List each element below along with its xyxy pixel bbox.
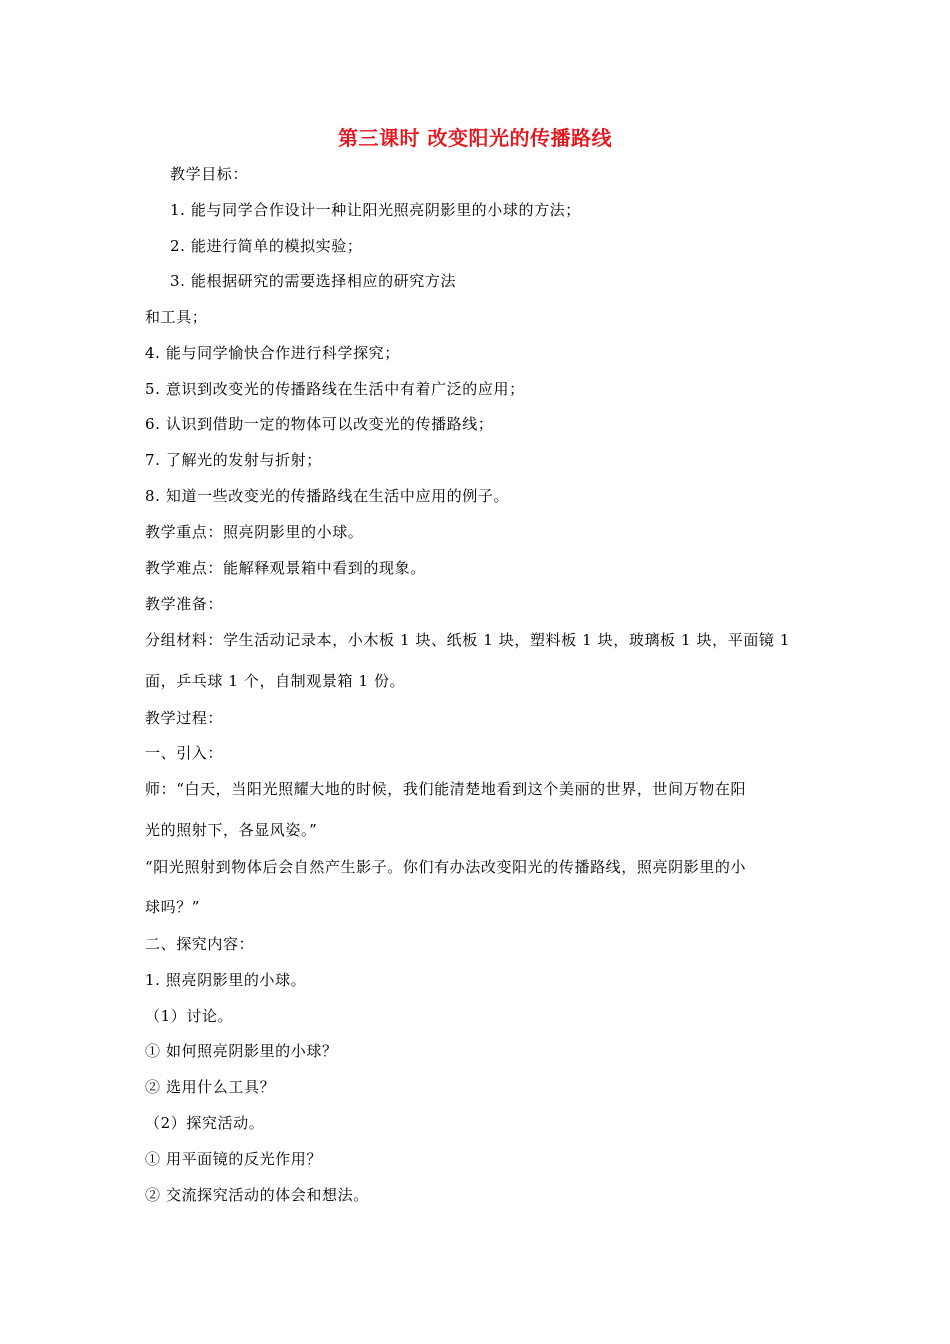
step-introduction-heading: 一、引入：	[145, 744, 224, 762]
teacher-quote-2: “阳光照射到物体后会自然产生影子。你们有办法改变阳光的传播路线，照亮阴影里的小	[145, 858, 747, 876]
inquiry-sub-discussion: （1）讨论。	[145, 1007, 234, 1025]
section-heading-process: 教学过程：	[145, 709, 224, 727]
discussion-question-2: ② 选用什么工具？	[145, 1078, 276, 1096]
objective-item-2: 2. 能进行简单的模拟实验；	[170, 237, 363, 255]
objective-item-6: 6. 认识到借助一定的物体可以改变光的传播路线；	[145, 415, 494, 433]
objective-item-1: 1. 能与同学合作设计一种让阳光照亮阴影里的小球的方法；	[170, 201, 581, 219]
teacher-quote-2-continued: 球吗？”	[145, 898, 201, 916]
teacher-quote-1-continued: 光的照射下，各显风姿。”	[145, 821, 318, 839]
activity-item-1: ① 用平面镜的反光作用？	[145, 1150, 322, 1168]
document-title: 第三课时 改变阳光的传播路线	[338, 126, 612, 150]
objective-item-8: 8. 知道一些改变光的传播路线在生活中应用的例子。	[145, 487, 510, 505]
inquiry-sub-activity: （2）探究活动。	[145, 1114, 265, 1132]
objective-item-3-continued: 和工具；	[145, 308, 208, 326]
objective-item-7: 7. 了解光的发射与折射；	[145, 451, 322, 469]
activity-item-2: ② 交流探究活动的体会和想法。	[145, 1186, 369, 1204]
objective-item-5: 5. 意识到改变光的传播路线在生活中有着广泛的应用；	[145, 380, 525, 398]
step-inquiry-heading: 二、探究内容：	[145, 935, 255, 953]
section-heading-preparation: 教学准备：	[145, 595, 224, 613]
objective-item-4: 4. 能与同学愉快合作进行科学探究；	[145, 344, 400, 362]
discussion-question-1: ① 如何照亮阴影里的小球？	[145, 1042, 338, 1060]
inquiry-item-1: 1. 照亮阴影里的小球。	[145, 971, 307, 989]
teaching-difficulty: 教学难点：能解释观景箱中看到的现象。	[145, 559, 426, 577]
group-materials-continued: 面，乒乓球 1 个，自制观景箱 1 份。	[145, 672, 406, 690]
teaching-key-point: 教学重点：照亮阴影里的小球。	[145, 523, 364, 541]
section-heading-objectives: 教学目标：	[170, 165, 249, 183]
teacher-quote-1: 师：“白天，当阳光照耀大地的时候，我们能清楚地看到这个美丽的世界，世间万物在阳	[145, 780, 747, 798]
group-materials: 分组材料：学生活动记录本，小木板 1 块、纸板 1 块，塑料板 1 块，玻璃板 1 块，平面镜 1	[145, 631, 791, 649]
objective-item-3: 3. 能根据研究的需要选择相应的研究方法	[170, 272, 457, 290]
